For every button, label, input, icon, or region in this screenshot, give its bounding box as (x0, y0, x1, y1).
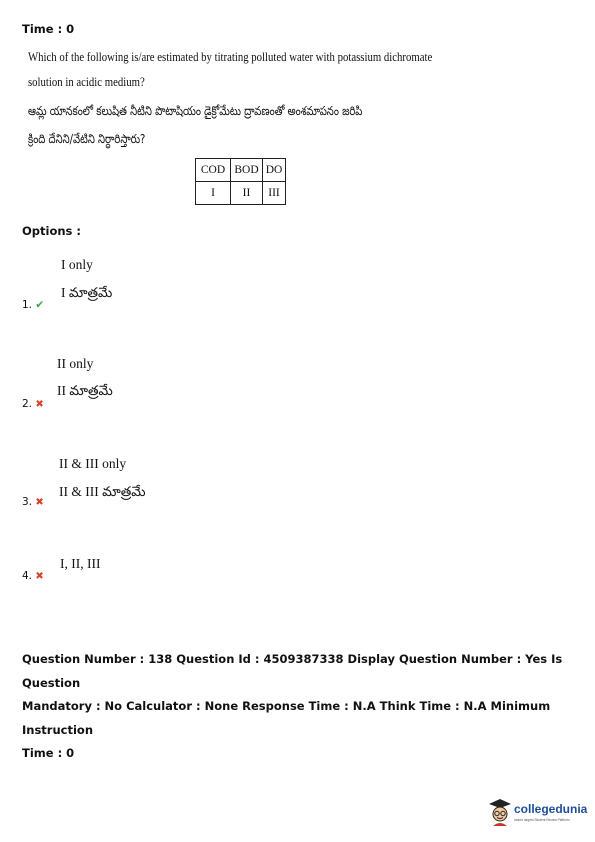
table-cell: I (196, 182, 231, 205)
student-mascot-icon (488, 798, 512, 826)
option-1-telugu: I మాత్రమే (61, 285, 113, 300)
question-meta-line: Mandatory : No Calculator : None Response Time : N.A Think Time : N.A Minimum Instruction (22, 699, 551, 737)
question-english-line2: solution in acidic medium? (28, 75, 145, 89)
cross-icon: ✖ (35, 497, 44, 508)
question-meta (22, 648, 582, 766)
table-cell: II (231, 182, 263, 205)
logo-brand: collegedunia (514, 802, 588, 816)
option-1-english: I only (61, 257, 93, 272)
question-telugu-line2: క్రింది దేనిని/వేటిని నిర్ధారిస్తారు? (28, 131, 146, 146)
collegedunia-logo (488, 796, 588, 828)
table-header-cell: BOD (231, 159, 263, 182)
table-cell: III (263, 182, 286, 205)
option-2-english: II only (57, 356, 94, 371)
question-telugu-line1: ఆమ్ల యానకంలో కలుషిత నీటిని పొటాషియం డైక్రోమేటు ద్రావణంతో అంశమాపనం జరిపి (28, 103, 363, 118)
cross-icon: ✖ (35, 399, 44, 410)
option-3-english: II & III only (59, 456, 127, 471)
option-2-number: 2. (22, 398, 33, 410)
option-3-number: 3. (22, 496, 33, 508)
question-meta-line: Question Number : 138 Question Id : 4509387338 Display Question Number : Yes Is Question (22, 652, 563, 690)
question-meta-line: Time : 0 (22, 746, 75, 760)
logo-tagline: India's largest Student Review Platform (514, 818, 570, 822)
table-row (196, 182, 286, 205)
option-3-marker (22, 496, 44, 508)
question-english-line1: Which of the following is/are estimated by titrating polluted water with potassium dichromate (28, 50, 433, 64)
check-icon: ✔ (35, 299, 45, 311)
option-4-english: I, II, III (60, 556, 101, 571)
option-2-telugu: II మాత్రమే (57, 383, 113, 398)
cross-icon: ✖ (35, 571, 44, 582)
option-3-telugu: II & III మాత్రమే (59, 484, 146, 499)
option-1-number: 1. (22, 299, 33, 311)
option-1-marker (22, 299, 44, 311)
options-label: Options : (22, 224, 81, 238)
option-2-marker (22, 398, 44, 410)
question-table (195, 158, 286, 205)
table-header-cell: DO (263, 159, 286, 182)
table-header-cell: COD (196, 159, 231, 182)
time-label: Time : 0 (22, 22, 75, 36)
option-4-marker (22, 570, 44, 582)
option-4-number: 4. (22, 570, 33, 582)
table-header-row (196, 159, 286, 182)
